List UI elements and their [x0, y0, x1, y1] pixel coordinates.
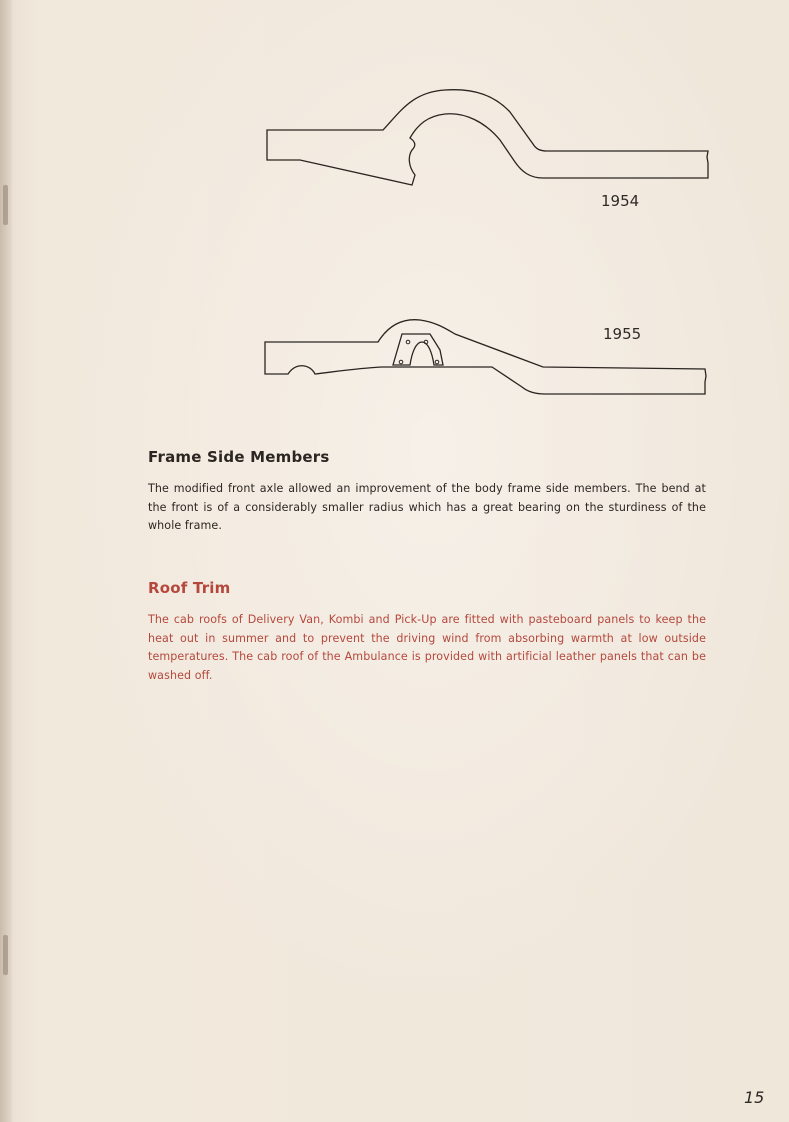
frame-diagram-1954 — [260, 82, 715, 192]
binding-stitch — [3, 935, 8, 975]
page-number: 15 — [744, 1088, 765, 1107]
section-body-roof-trim: The cab roofs of Delivery Van, Kombi and Pick-Up are fitted with pasteboard panels to keep the heat out in summer and to prevent the driving wind from absorbing warmth at low outside temperatures. The cab roof of the Ambulance is provided with artificial leather panels that can be washed off. — [148, 613, 706, 682]
section-body-frame-side-members: The modified front axle allowed an improvement of the body frame side members. The bend at the front is of a considerably smaller radius which has a great bearing on the sturdiness of the whole frame. — [148, 482, 706, 532]
frame-diagram-1955 — [260, 312, 715, 402]
diagram-year-1955: 1955 — [603, 325, 642, 343]
diagram-year-1954: 1954 — [601, 192, 640, 210]
section-heading-frame-side-members: Frame Side Members — [148, 448, 330, 466]
section-heading-roof-trim: Roof Trim — [148, 579, 231, 597]
binding-stitch — [3, 185, 8, 225]
page-binding-edge — [0, 0, 12, 1122]
